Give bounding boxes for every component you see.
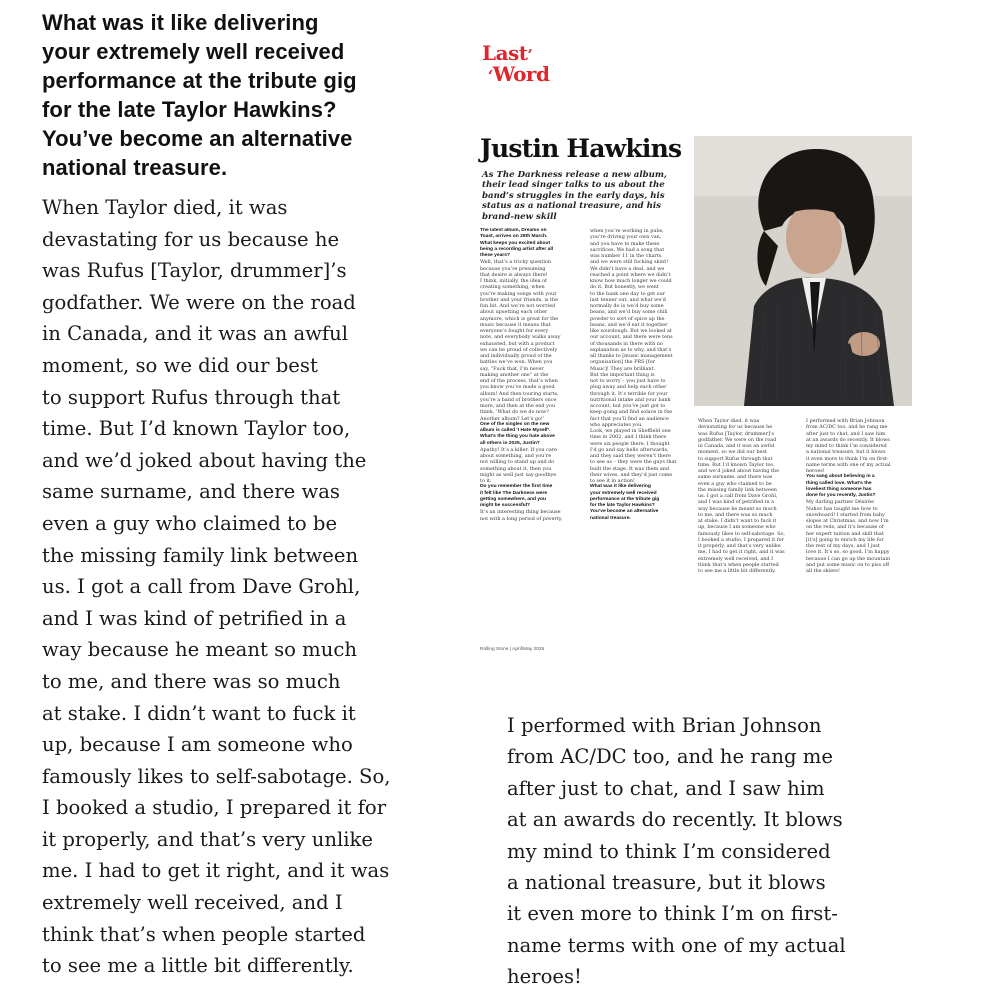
article-text-line: was Rufus [Taylor, drummer]’s: [698, 430, 775, 437]
article-text-line: of thousands in there with no: [590, 340, 663, 347]
article-column-4: [806, 418, 910, 574]
article-question-line: done for you recently, Justin?: [806, 493, 876, 498]
article-question-line: your extremely well received: [590, 490, 657, 496]
article-text-line: like sourdough. But we looked at: [590, 328, 672, 334]
article-text-line: I booked a studio, I prepared it for: [698, 536, 784, 543]
answer-line: heroes!: [507, 965, 582, 989]
answer-line: famously likes to self-sabotage. So,: [42, 764, 391, 788]
article-text-line: about something, and you’re: [480, 453, 552, 459]
article-text-line: all thanks to [music management: [590, 353, 673, 359]
article-question-line: Do you remember the first time: [480, 484, 553, 490]
article-text-line: were six people there. I thought: [590, 440, 670, 447]
article-text-line: anymore, which is great for the: [480, 315, 559, 322]
article-text-line: But the important thing is: [590, 371, 655, 378]
article-text-line: me. I had to get it right, and it was: [698, 549, 785, 556]
article-text-line: to me, and there was so much: [698, 511, 773, 518]
article-text-line: brother and your friends, is the: [480, 296, 558, 303]
answer-line: I performed with Brian Johnson: [507, 714, 822, 737]
article-column-1: [480, 228, 584, 522]
article-text-line: it even more to think I’m on first-: [806, 455, 889, 462]
article-text-line: do it. But honestly, we went: [590, 284, 659, 291]
article-text-line: way because he meant so much: [698, 505, 777, 512]
article-text-line: through it. It’s terrible for your: [590, 390, 668, 397]
article-text-line: I’d go and say hello afterwards,: [590, 446, 669, 453]
article-text-line: moment, so we did our best: [698, 449, 767, 456]
article-text-line: because I can go up the mountain: [806, 555, 891, 562]
article-question-line: getting somewhere, and you: [480, 496, 547, 502]
article-question-line: performance at the tribute gig: [590, 496, 660, 502]
article-text-line: slopes at Christmas, and now I’m: [806, 518, 889, 524]
article-text-line: my mind to think I’m considered: [806, 443, 887, 449]
article-text-line: know how much longer we could: [590, 278, 672, 284]
article-text-line: when you’re working in pubs,: [590, 228, 664, 234]
article-standfirst: As The Darkness release a new album, their lead singer talks to us about the band’s struggles in the early days, his status as a national treasure, and his brand-new skill: [482, 170, 667, 222]
article-text-line: and I was kind of petrified in a: [698, 499, 774, 506]
article-text-line: note, and everybody walks away: [480, 334, 561, 341]
answer-line: was Rufus [Taylor, drummer]’s: [42, 259, 347, 283]
article-text-line: at stake. I didn’t want to fuck it: [698, 518, 777, 524]
answer-line: after just to chat, and I saw him: [507, 776, 825, 800]
article-text-line: say, “Fuck that, I’m never: [480, 365, 544, 372]
article-text-line: and put some music on to piss off: [806, 561, 890, 568]
article-text-line: extremely well received, and I: [698, 555, 774, 562]
article-text-line: their wives, and they’d just come: [590, 471, 673, 478]
article-question-line: it felt like The Darkness were: [480, 490, 548, 496]
article-text-line: Another album? Let’s go!’: [480, 415, 545, 422]
answer-line: in Canada, and it was an awful: [42, 322, 349, 346]
article-text-line: explanation as to why, and that’s: [590, 346, 672, 353]
question-line: for the late Taylor Hawkins?: [42, 97, 337, 122]
article-question-line: You sang about believing in a: [806, 474, 875, 480]
article-text-line: [it’s] going to enrich my life for: [806, 536, 884, 543]
article-text-line: we can be proud of collectively: [480, 346, 558, 353]
article-question-line: thing called love. What’s the: [806, 480, 872, 486]
article-text-line: last tenner out, and what we’d: [590, 296, 666, 303]
article-text-line: about upsetting each other: [480, 309, 548, 316]
answer-line: name terms with one of my actual: [507, 933, 846, 957]
article-text-line: on the reds, and it’s because of: [806, 524, 884, 531]
article-text-line: not willing to stand up and do: [480, 459, 555, 466]
answer-line: it properly, and that’s very unlike: [42, 827, 373, 851]
article-text-line: fact that you’ll find an audience: [590, 415, 669, 422]
article-text-line: exhausted, but with a product: [480, 340, 555, 347]
article-question-line: these years?: [480, 253, 510, 258]
article-text-line: that desire is always there!: [480, 271, 548, 278]
article-text-line: up, because I am someone who: [698, 524, 776, 531]
article-text-line: keep going and find solace in the: [590, 409, 673, 416]
answer-line: at stake. I didn’t want to fuck it: [42, 701, 356, 725]
answer-line: me. I had to get it right, and it was: [42, 859, 390, 883]
article-text-line: organisation] the PRS [for: [590, 359, 655, 366]
article-text-line: who appreciates you.: [590, 421, 643, 428]
article-text-line: I think, initially, the idea of: [480, 278, 547, 284]
article-text-line: fun bit. And we’re not worried: [480, 303, 556, 309]
answer-line: to see me a little bit differently.: [42, 954, 354, 978]
article-text-line: it properly, and that’s very unlike: [698, 543, 781, 549]
article-text-line: after just to chat, and I saw him: [806, 430, 886, 437]
article-question-line: Toast, arrives on 28th March.: [480, 234, 548, 240]
interview-answer: [42, 192, 430, 982]
article-text-line: sacrifices. We had a song that: [590, 246, 665, 253]
article-text-line: might as well just say goodbye: [480, 471, 557, 478]
article-text-line: you’re a band of brothers once: [480, 396, 557, 403]
article-text-line: godfather. We were on the road: [698, 436, 777, 443]
article-text-line: something about it, then you: [480, 465, 552, 472]
article-text-line: love it. It’s so, so good. I’m happy: [806, 549, 890, 556]
answer-line: to me, and there was so much: [42, 669, 341, 693]
article-text-line: It’s an interesting thing because: [480, 509, 561, 516]
article-text-line: you’re making songs with your: [480, 290, 557, 297]
answer-line: to support Rufus through that: [42, 385, 341, 409]
article-text-line: Music]! They are brilliant.: [590, 365, 656, 372]
article-text-line: end of the process, that’s when: [480, 378, 558, 384]
article-question-line: might be successful?: [480, 503, 531, 508]
article-text-line: think that’s when people started: [698, 561, 779, 568]
article-text-line: snowboard! I started from baby: [806, 511, 885, 518]
magazine-page: [468, 30, 926, 660]
article-text-line: from AC/DC too, and he rang me: [806, 424, 888, 431]
answer-line: even a guy who claimed to be: [42, 511, 338, 535]
answer-line: the missing family link between: [42, 543, 359, 567]
article-text-line: a national treasure, but it blows: [806, 449, 886, 456]
article-text-line: making another one” at the: [480, 371, 549, 378]
article-column-3: [698, 418, 800, 574]
answer-line: up, because I am someone who: [42, 733, 353, 757]
article-text-line: the rest of my days, and I just: [806, 543, 880, 549]
answer-line: When Taylor died, it was: [42, 196, 288, 219]
article-question-line: being a recording artist after all: [480, 246, 554, 252]
article-question-line: national treasure.: [590, 515, 631, 521]
question-line: national treasure.: [42, 155, 228, 180]
article-text-line: plug away and help each other: [590, 384, 667, 391]
article-question-line: all others in 2025, Justin?: [480, 440, 540, 446]
answer-line: moment, so we did our best: [42, 353, 318, 377]
article-text-line: and we’d joked about having the: [698, 468, 779, 474]
article-text-line: more, and then at the end you: [480, 403, 555, 409]
answer-line: at an awards do recently. It blows: [507, 808, 843, 832]
article-text-line: because you’re presuming: [480, 265, 546, 272]
article-question-line: You’ve become an alternative: [590, 509, 659, 515]
article-title: Justin Hawkins: [480, 134, 682, 163]
last-word-logo: Last’ ‘Word: [482, 41, 550, 86]
answer-line: way because he meant so much: [42, 638, 357, 662]
portrait-photo: [694, 136, 912, 406]
question-line: performance at the tribute gig: [42, 68, 357, 93]
article-text-line: battles we’ve won. When you: [480, 359, 553, 366]
article-question-line: What’s the thing you hate above: [480, 434, 555, 440]
article-text-line: us. I got a call from Dave Grohl,: [698, 493, 778, 499]
answer-line: us. I got a call from Dave Grohl,: [42, 575, 361, 599]
answer-line: it even more to think I’m on first-: [507, 902, 838, 926]
article-question-line: The latest album, Dreams on: [480, 228, 547, 233]
article-column-2: [590, 228, 694, 522]
article-text-line: at an awards do recently. It blows: [806, 436, 890, 443]
article-text-line: and individually proud of the: [480, 353, 552, 359]
article-text-line: was number 11 in the charts,: [590, 253, 663, 259]
article-question-line: What was it like delivering: [590, 484, 651, 490]
interview-answer-continued: [507, 710, 967, 993]
article-question-line: album is called ‘I Hate Myself’.: [480, 428, 551, 433]
article-text-line: When Taylor died, it was: [698, 418, 760, 424]
article-text-line: to support Rufus through that: [698, 455, 773, 462]
article-text-line: even a guy who claimed to be: [698, 480, 772, 487]
article-text-line: not with a long period of poverty,: [480, 515, 563, 522]
article-text-line: and we were still fucking skint!: [590, 259, 669, 266]
article-text-line: Apathy! It’s a killer. If you care: [480, 446, 558, 453]
answer-line: godfather. We were on the road: [42, 290, 356, 314]
article-text-line: nutritional intake and your bank: [590, 396, 671, 403]
answer-line: my mind to think I’m considered: [507, 839, 831, 863]
article-text-line: and they said they weren’t there: [590, 453, 671, 459]
article-text-line: Look, we played in Sheffield one: [590, 428, 671, 434]
logo-line-1: Last: [482, 41, 528, 65]
article-text-line: music because it means that: [480, 321, 551, 328]
article-text-line: time in 2002, and I think there: [590, 434, 667, 441]
article-text-line: reached a point where we didn’t: [590, 271, 671, 278]
answer-line: same surname, and there was: [42, 480, 340, 504]
article-text-line: in Canada, and it was an awful: [698, 443, 775, 449]
article-text-line: to it.: [480, 478, 492, 484]
answer-line: think that’s when people started: [42, 922, 366, 946]
article-text-line: you know you’ve made a good: [480, 384, 555, 391]
article-text-line: heroes!: [806, 468, 825, 474]
answer-line: I booked a studio, I prepared it for: [42, 796, 387, 820]
article-text-line: album! And then touring starts,: [480, 390, 559, 397]
article-text-line: beans, and we’d buy some chili: [590, 309, 668, 316]
answer-line: and we’d joked about having the: [42, 448, 367, 472]
article-text-line: to see us – they were the guys that: [590, 459, 677, 466]
answer-line: from AC/DC too, and he rang me: [507, 745, 833, 769]
interview-question: [42, 8, 430, 182]
article-text-line: Well, that’s a tricky question: [480, 259, 552, 266]
article-text-line: the missing family link between: [698, 486, 777, 493]
article-text-line: her expert tuition and skill that: [806, 530, 884, 537]
article-question-line: What keeps you excited about: [480, 240, 551, 246]
article-text-line: our account, and there were tens: [590, 334, 673, 341]
question-line: You’ve become an alternative: [42, 126, 353, 151]
article-text-line: normally do is we’d buy some: [590, 303, 664, 309]
article-text-line: built the stage. It was them and: [590, 465, 670, 472]
article-text-line: to the bank one day to get our: [590, 290, 666, 297]
article-text-line: to see it in action!: [590, 478, 635, 484]
article-text-line: same surname, and there was: [698, 474, 773, 481]
magazine-footer: Rolling Stone | April/May 2025: [480, 647, 545, 652]
question-line: What was it like delivering: [42, 10, 319, 35]
answer-line: and I was kind of petrified in a: [42, 606, 347, 630]
answer-line: time. But I’d known Taylor too,: [42, 417, 351, 441]
article-text-line: creating something, when: [480, 284, 545, 291]
answer-line: devastating for us because he: [42, 227, 340, 251]
logo-line-2: Word: [492, 62, 550, 86]
article-text-line: account, but you’ve just got to: [590, 403, 666, 409]
article-text-line: name terms with one of my actual: [806, 461, 891, 468]
article-text-line: I performed with Brian Johnson: [806, 418, 885, 424]
answer-line: extremely well received, and I: [42, 891, 343, 915]
article-text-line: powder to sort of spice up the: [590, 315, 665, 322]
article-text-line: not to worry – you just have to: [590, 378, 666, 384]
article-question-line: One of the singles on the new: [480, 421, 550, 427]
article-text-line: My darling partner Désirée: [806, 499, 874, 506]
article-text-line: and you have to make these: [590, 240, 660, 247]
article-question-line: for the late Taylor Hawkins?: [590, 503, 655, 508]
article-text-line: everyone’s fought for every: [480, 328, 549, 334]
answer-line: a national treasure, but it blows: [507, 871, 826, 895]
article-text-line: devastating for us because he: [698, 424, 773, 431]
article-text-line: Nuhoc has taught me how to: [806, 505, 878, 512]
article-text-line: time. But I’d known Taylor too,: [698, 461, 775, 468]
article-question-line: loveliest thing someone has: [806, 486, 872, 492]
question-line: your extremely well received: [42, 39, 345, 64]
article-text-line: think, ‘What do we do now?: [480, 409, 549, 416]
article-text-line: to see me a little bit differently.: [698, 568, 776, 574]
article-text-line: beans, and we’d eat it together: [590, 321, 668, 328]
article-text-line: famously likes to self-sabotage. So,: [698, 530, 785, 537]
article-text-line: all the skiers!: [806, 568, 840, 574]
article-text-line: you’re driving your own van,: [590, 234, 662, 241]
left-column: [42, 8, 430, 982]
article-text-line: We didn’t have a deal, and we: [590, 265, 665, 272]
